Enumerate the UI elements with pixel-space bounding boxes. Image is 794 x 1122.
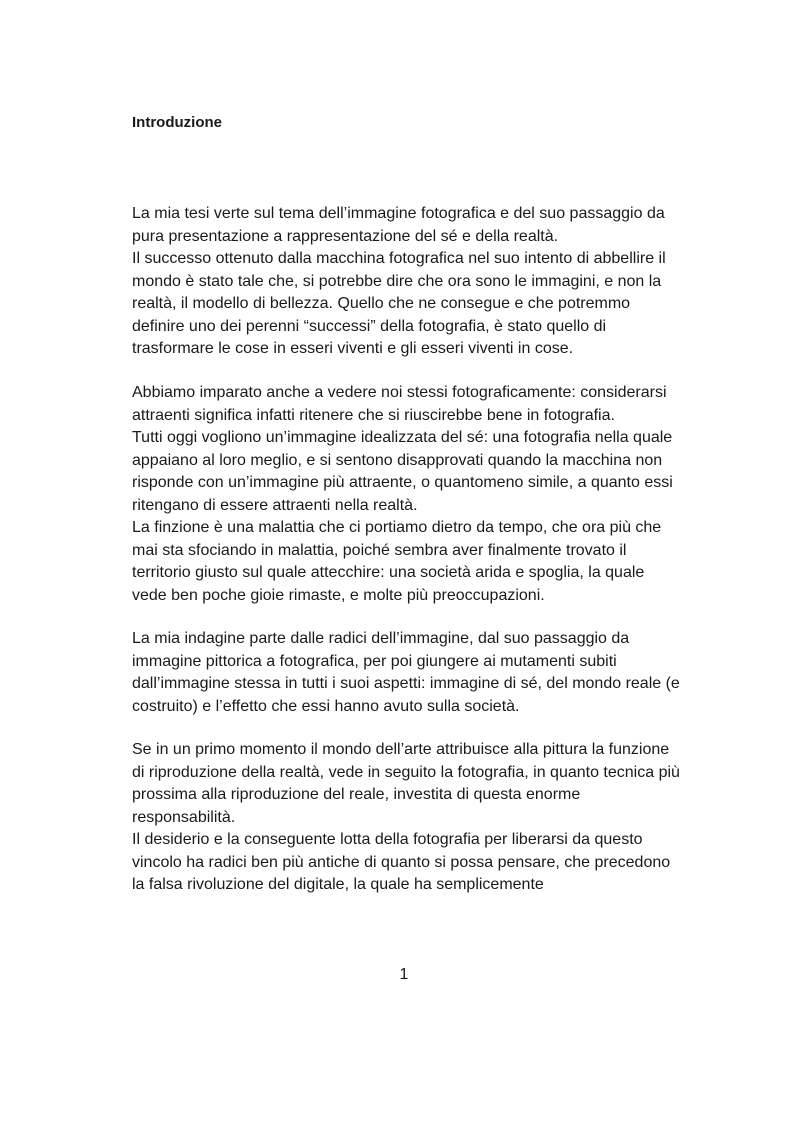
- text-line: La mia tesi verte sul tema dell’immagine fotografica e del suo passaggio da: [132, 205, 665, 222]
- text-line: dall’immagine stessa in tutti i suoi aspetti: immagine di sé, del mondo reale (e: [132, 675, 680, 692]
- text-line: trasformare le cose in esseri viventi e gli esseri viventi in cose.: [132, 340, 574, 357]
- text-line: La finzione è una malattia che ci portiamo dietro da tempo, che ora più che: [132, 519, 662, 536]
- text-line: territorio giusto sul quale attecchire: una società arida e spoglia, la quale: [132, 564, 645, 581]
- paragraph-1: [132, 203, 672, 361]
- text-line: definire uno dei perenni “successi” della fotografia, è stato quello di: [132, 317, 607, 335]
- text-line: responsabilità.: [132, 808, 236, 826]
- text-line: La mia indagine parte dalle radici dell’immagine, dal suo passaggio da: [132, 630, 630, 647]
- text-line: pura presentazione a rappresentazione del sé e della realtà.: [132, 227, 559, 245]
- text-line: Abbiamo imparato anche a vedere noi stessi fotograficamente: considerarsi: [132, 384, 667, 401]
- text-line: costruito) e l’effetto che essi hanno avuto sulla società.: [132, 697, 520, 715]
- paragraph-4: [132, 739, 680, 897]
- text-line: immagine pittorica a fotografica, per poi giungere ai mutamenti subiti: [132, 652, 617, 670]
- text-line: vincolo ha radici ben più antiche di quanto si possa pensare, che precedono: [132, 853, 671, 871]
- text-line: mai sta sfociando in malattia, poiché sembra aver finalmente trovato il: [132, 541, 627, 559]
- text-line: mondo è stato tale che, si potrebbe dire che ora sono le immagini, e non la: [132, 272, 662, 290]
- paragraph-2: [132, 382, 672, 607]
- text-line: la falsa rivoluzione del digitale, la quale ha semplicemente: [132, 876, 544, 893]
- text-line: attraenti significa infatti ritenere che si riuscirebbe bene in fotografia.: [132, 406, 615, 424]
- text-line: Se in un primo momento il mondo dell’arte attribuisce alla pittura la funzione: [132, 741, 670, 758]
- section-heading: Introduzione: [132, 114, 222, 131]
- text-line: risponde con un’immagine più attraente, o quantomeno simile, a quanto essi: [132, 474, 673, 491]
- text-line: prossima alla riproduzione del reale, investita di questa enorme: [132, 786, 581, 803]
- text-line: appaiano al loro meglio, e si sentono disapprovati quando la macchina non: [132, 451, 663, 469]
- paragraph-3: [132, 628, 680, 718]
- page-number: 1: [399, 966, 409, 983]
- text-line: Il desiderio e la conseguente lotta della fotografia per liberarsi da questo: [132, 831, 643, 848]
- text-line: vede ben poche gioie rimaste, e molte più preoccupazioni.: [132, 586, 545, 604]
- text-line: Tutti oggi vogliono un’immagine idealizzata del sé: una fotografia nella quale: [132, 429, 673, 446]
- text-line: ritengano di essere attraenti nella realtà.: [132, 496, 418, 514]
- text-line: realtà, il modello di bellezza. Quello che ne consegue e che potremmo: [132, 295, 631, 312]
- text-line: di riproduzione della realtà, vede in seguito la fotografia, in quanto tecnica più: [132, 763, 680, 781]
- text-line: Il successo ottenuto dalla macchina fotografica nel suo intento di abbellire il: [132, 250, 666, 267]
